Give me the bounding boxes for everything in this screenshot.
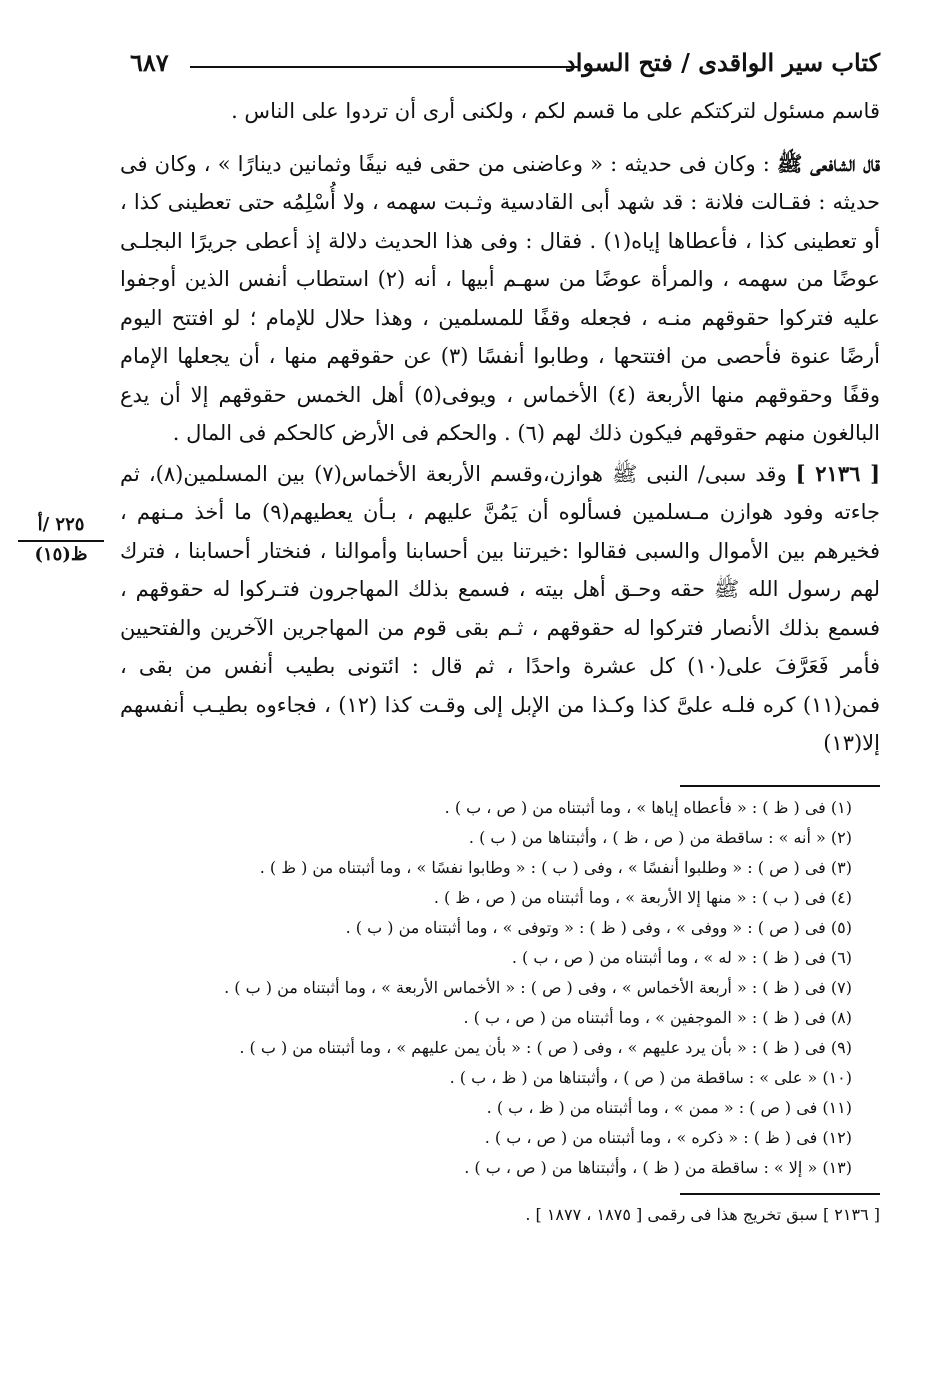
- folio-reference: ٢٢٥ /أ: [18, 512, 104, 542]
- takhrij-separator: [680, 1193, 880, 1195]
- footnote: (١١) فى ( ص ) : « ممن » ، وما أثبتناه من ( ظ ، ب ) .: [486, 1097, 852, 1117]
- manuscript-folio-note: [18, 512, 104, 568]
- manuscript-reference: ظ(١٥): [34, 544, 88, 565]
- footnote-separator: [680, 785, 880, 787]
- header-rule: [190, 66, 580, 68]
- footnote: (١٣) « إلا » : ساقطة من ( ظ ) ، وأثبتناها من ( ص ، ب ) .: [464, 1157, 852, 1177]
- paragraph-text: : وكان فى حديثه : « وعاضنى من حقى فيه نيفًا وثمانين دينارًا » ، وكان فى حديثه : فقـالت فلانة : قد شهد أبى القادسية وثـبت سهمه ، ولا أُسْلِمُه حتى تعطينى كذا ، أو تعطينى كذا ، فأعطاها إياه(١) . فقال : وفى هذا الحديث دلالة إذ أعطى جريرًا البجلـى عوضًا من سهمه ، والمرأة عوضًا من سهـم أبيها ، أنه (٢) استطاب أنفس الذين أوجفوا عليه فتركوا حقوقهم منـه ، فجعله وقفًا للمسلمين ، وهذا حلال للإمام ؛ لو افتتح اليوم أرضًا عنوة فأحصى من افتتحها ، وطابوا أنفسًا (٣) عن حقوقهم منها ، أن يجعلها الإمام وقفًا وحقوقهم منها الأربعة (٤) الأخماس ، ويوفى(٥) أهل الخمس حقوقهم إلا أن يدع البالغون منهم حقوقهم فيكون ذلك لهم (٦) . والحكم فى الأرض كالحكم فى المال .: [120, 151, 881, 445]
- footnote: (٣) فى ( ص ) : « وطلبوا أنفسًا » ، وفى ( ب ) : « وطابوا نفسًا » ، وما أثبتناه من ( ظ ) .: [259, 857, 852, 877]
- header-title: كتاب سير الواقدى / فتح السواد: [565, 48, 880, 77]
- footnote: (١٠) « على » : ساقطة من ( ص ) ، وأثبتناها من ( ظ ، ب ) .: [449, 1067, 852, 1087]
- footnote: (٦) فى ( ظ ) : « له » ، وما أثبتناه من ( ص ، ب ) .: [511, 947, 852, 967]
- paragraph: [120, 92, 880, 131]
- page: [120, 40, 880, 1229]
- footnote: (٩) فى ( ظ ) : « بأن يرد عليهم » ، وفى ( ص ) : « بأن يمن عليهم » ، وما أثبتناه من ( ب ) .: [239, 1037, 852, 1057]
- footnote: (٨) فى ( ظ ) : « الموجفين » ، وما أثبتناه من ( ص ، ب ) .: [463, 1007, 852, 1027]
- footnote: (٥) فى ( ص ) : « ووفى » ، وفى ( ظ ) : « وتوفى » ، وما أثبتناه من ( ب ) .: [345, 917, 852, 937]
- page-number: ٦٨٧: [130, 48, 169, 77]
- footnote: (٤) فى ( ب ) : « منها إلا الأربعة » ، وما أثبتناه من ( ص ، ظ ) .: [433, 887, 852, 907]
- main-text: [120, 92, 880, 763]
- paragraph: [120, 145, 880, 453]
- takhrij-note: [ ٢١٣٦ ] سبق تخريج هذا فى رقمى [ ١٨٧٥ ، ١٨٧٧ ] .: [525, 1204, 880, 1224]
- running-header: [120, 40, 880, 92]
- paragraph-lead: قال الشافعى ﷺ: [776, 150, 880, 176]
- hadith-number: [ ٢١٣٦ ]: [795, 460, 880, 486]
- paragraph: [120, 455, 880, 763]
- footnote: (١) فى ( ظ ) : « فأعطاه إياها » ، وما أثبتناه من ( ص ، ب ) .: [444, 797, 852, 817]
- paragraph-text: وقد سبى/ النبى ﷺ هوازن،وقسم الأربعة الأخماس(٧) بين المسلمين(٨)، ثم جاءته وفود هوازن مـسلمين فسألوه أن يَمُنَّ عليهم ، بـأن يعطيهم(٩) ما أخذ مـنهم ، فخيرهم بين الأموال والسبى فقالوا :خيرتنا بين أحسابنا وأموالنا ، فنختار أحسابنا ، فترك لهم رسول الله ﷺ حقه وحـق أهل بيته ، فسمع بذلك المهاجرون فتـركوا له حقوقهم ، فسمع بذلك الأنصار فتركوا له حقوقهم ، ثـم بقى قوم من المهاجرين الآخرين والفتحيين فأمر فَعَرَّفَ على(١٠) كل عشرة واحدًا ، ثم قال : ائتونى بطيب أنفس من بقى ، فمن(١١) كره فلـه علىَّ كذا وكـذا من الإبل إلى وقـت كذا (١٢) ، فجاءوه بطيـب أنفسهم إلا(١٣): [120, 461, 881, 755]
- footnote: (١٢) فى ( ظ ) : « ذكره » ، وما أثبتناه من ( ص ، ب ) .: [484, 1127, 852, 1147]
- footnote: (٧) فى ( ظ ) : « أربعة الأخماس » ، وفى ( ص ) : « الأخماس الأربعة » ، وما أثبتناه من ( ب ) .: [224, 977, 852, 997]
- paragraph-text: قاسم مسئول لتركتكم على ما قسم لكم ، ولكنى أرى أن تردوا على الناس .: [231, 99, 880, 123]
- footnotes: [120, 793, 880, 1183]
- footnote: (٢) « أنه » : ساقطة من ( ص ، ظ ) ، وأثبتناها من ( ب ) .: [468, 827, 852, 847]
